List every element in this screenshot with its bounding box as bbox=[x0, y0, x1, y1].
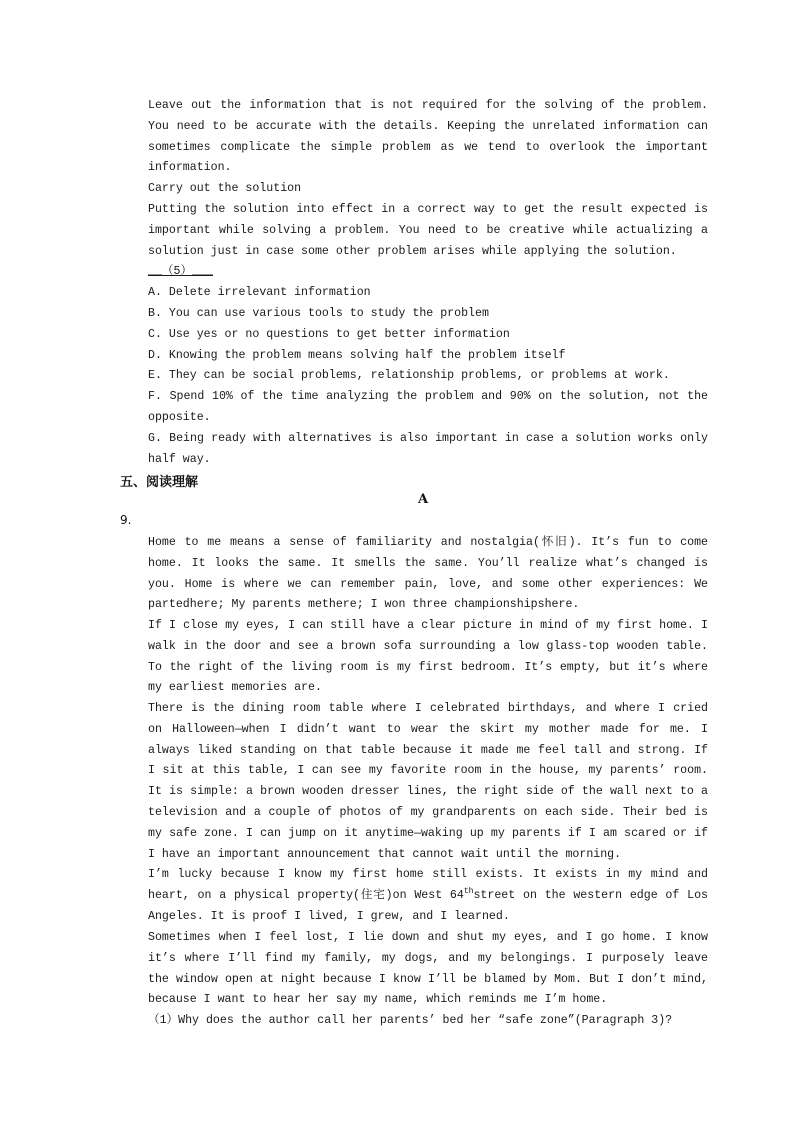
question-number: 9. bbox=[120, 513, 132, 527]
ordinal-suffix: th bbox=[463, 886, 474, 896]
passage-paragraph-4-part-1: I’m lucky because I know my first home still exists. It exists in my mind and heart, on a physical property(住宅)on West 64 bbox=[148, 868, 708, 902]
passage-paragraph-3: There is the dining room table where I celebrated birthdays, and where I cried on Halloween—when I didn’t want to wear the skirt my mother made for me. I always liked standing on that table because it made me feel tall and strong. If I sit at this table, I can see my favorite room in the house, my parents’ room. It is simple: a brown wooden dresser lines, the right side of the wall next to a television and a couple of photos of my grandparents on each side. Their bed is my safe zone. I can jump on it anytime—waking up my parents if I am scared or if I have an important announcement that cannot wait until the morning. bbox=[148, 702, 708, 861]
paragraph-carry-out-heading: Carry out the solution bbox=[148, 182, 302, 195]
paragraph-putting-solution: Putting the solution into effect in a correct way to get the result expected is important while solving a problem. You need to be creative while actualizing a solution just in case some other problem arises while applying the solution. bbox=[148, 203, 708, 258]
passage-label: A bbox=[417, 492, 429, 507]
passage-paragraph-4-part-2: street on the western edge of Los Angeles. It is proof I lived, I grew, and I learned. bbox=[148, 888, 708, 923]
blank-5: __（5）___ bbox=[148, 265, 213, 278]
section-heading: 五、阅读理解 bbox=[120, 475, 199, 490]
option-e: E. They can be social problems, relationship problems, or problems at work. bbox=[148, 369, 670, 382]
passage-paragraph-1: Home to me means a sense of familiarity and nostalgia(怀旧). It’s fun to come home. It looks the same. It smells the same. You’ll realize what’s changed is you. Home is where we can remember pain, love, and some other experiences: We partedhere; My parents methere; I won three championshipshere. bbox=[148, 536, 708, 612]
option-b: B. You can use various tools to study the problem bbox=[148, 307, 489, 320]
passage-paragraph-5: Sometimes when I feel lost, I lie down and shut my eyes, and I go home. I know it’s where I’ll find my family, my dogs, and my belongings. I purposely leave the window open at night because I know I’ll be blamed by Mom. But I don’t mind, because I want to hear her say my name, which reminds me I’m home. bbox=[148, 931, 708, 1007]
passage-paragraph-4 bbox=[148, 865, 708, 927]
option-a: A. Delete irrelevant information bbox=[148, 286, 371, 299]
question-1: （1）Why does the author call her parents’ bed her “safe zone”(Paragraph 3)? bbox=[148, 1014, 673, 1027]
option-f: F. Spend 10% of the time analyzing the problem and 90% on the solution, not the opposite. bbox=[148, 390, 708, 424]
option-c: C. Use yes or no questions to get better information bbox=[148, 328, 510, 341]
passage-paragraph-2: If I close my eyes, I can still have a clear picture in mind of my first home. I walk in the door and see a brown sofa surrounding a low glass-top wooden table. To the right of the living room is my first bedroom. It’s empty, but it’s where my earliest memories are. bbox=[148, 619, 708, 695]
paragraph-leave-out: Leave out the information that is not required for the solving of the problem. You need to be accurate with the details. Keeping the unrelated information can sometimes complicate the simple problem as we tend to overlook the important information. bbox=[148, 99, 708, 175]
option-d: D. Knowing the problem means solving half the problem itself bbox=[148, 349, 566, 362]
option-g: G. Being ready with alternatives is also important in case a solution works only half way. bbox=[148, 432, 708, 466]
